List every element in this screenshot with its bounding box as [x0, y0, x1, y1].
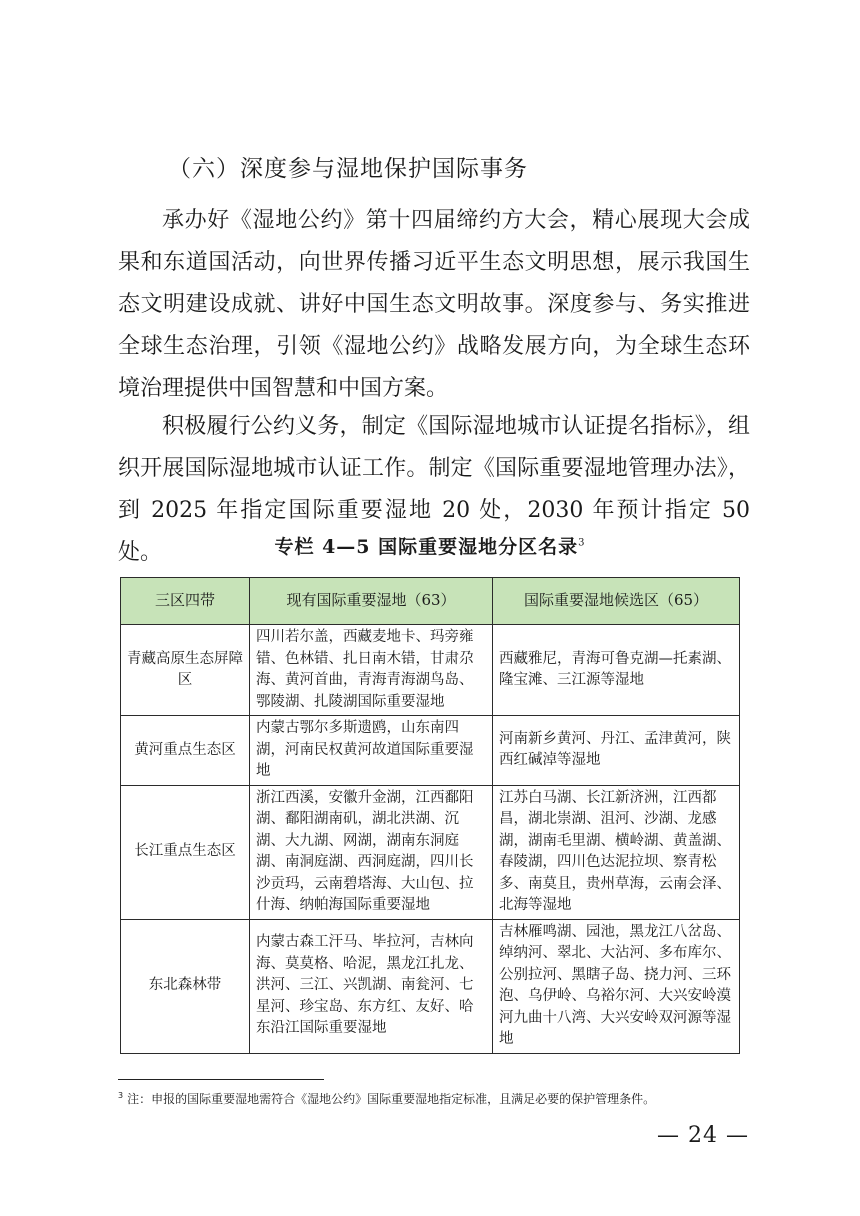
table-row [121, 716, 740, 786]
candidate-cell: 西藏雅尼，青海可鲁克湖—托素湖、隆宝滩、三江源等湿地 [493, 625, 740, 716]
footnote-text: 注：申报的国际重要湿地需符合《湿地公约》国际重要湿地指定标准，且满足必要的保护管理条件。 [127, 1092, 656, 1106]
zone-cell: 长江重点生态区 [121, 785, 250, 919]
table-row [121, 919, 740, 1053]
footnote [118, 1090, 655, 1107]
zone-cell: 黄河重点生态区 [121, 716, 250, 786]
header-existing: 现有国际重要湿地（63） [250, 578, 493, 625]
table-caption-note-ref: 3 [578, 537, 586, 549]
table-row [121, 785, 740, 919]
footnote-marker: 3 [118, 1091, 124, 1100]
candidate-cell: 江苏白马湖、长江新济洲，江西都昌，湖北崇湖、沮河、沙湖、龙感湖，湖南毛里湖、横岭湖、黄盖湖、春陵湖，四川色达泥拉坝、察青松多、南莫且，贵州草海，云南会泽、北海等湿地 [493, 785, 740, 919]
existing-cell: 内蒙古鄂尔多斯遗鸥，山东南四湖，河南民权黄河故道国际重要湿地 [250, 716, 493, 786]
existing-cell: 浙江西溪，安徽升金湖，江西鄱阳湖、鄱阳湖南矶，湖北洪湖、沉湖、大九湖、网湖，湖南东洞庭湖、南洞庭湖、西洞庭湖，四川长沙贡玛，云南碧塔海、大山包、拉什海、纳帕海国际重要湿地 [250, 785, 493, 919]
existing-cell: 四川若尔盖，西藏麦地卡、玛旁雍错、色林错、扎日南木错，甘肃尕海、黄河首曲，青海青海湖鸟岛、鄂陵湖、扎陵湖国际重要湿地 [250, 625, 493, 716]
table-row [121, 625, 740, 716]
page-number: — 24 — [657, 1123, 749, 1148]
candidate-cell: 河南新乡黄河、丹江、孟津黄河，陕西红碱淖等湿地 [493, 716, 740, 786]
table-caption-text: 专栏 4—5 国际重要湿地分区名录 [274, 536, 579, 558]
paragraph-1: 承办好《湿地公约》第十四届缔约方大会，精心展现大会成果和东道国活动，向世界传播习近平生态文明思想，展示我国生态文明建设成就、讲好中国生态文明故事。深度参与、务实推进全球生态治理，引领《湿地公约》战略发展方向，为全球生态环境治理提供中国智慧和中国方案。 [118, 208, 750, 401]
candidate-cell: 吉林雁鸣湖、园池，黑龙江八岔岛、绰纳河、翠北、大沾河、多布库尔、公别拉河、黑瞎子岛、挠力河、三环泡、乌伊岭、乌裕尔河、大兴安岭漠河九曲十八湾、大兴安岭双河源等湿地 [493, 919, 740, 1053]
section-heading: （六）深度参与湿地保护国际事务 [168, 156, 528, 182]
table-header-row [121, 578, 740, 625]
footnote-divider [118, 1079, 324, 1080]
header-zone: 三区四带 [121, 578, 250, 625]
header-candidate: 国际重要湿地候选区（65） [493, 578, 740, 625]
existing-cell: 内蒙古森工汗马、毕拉河，吉林向海、莫莫格、哈泥，黑龙江扎龙、洪河、三江、兴凯湖、南瓮河、七星河、珍宝岛、东方红、友好、哈东沿江国际重要湿地 [250, 919, 493, 1053]
wetland-table [120, 577, 740, 1054]
zone-cell: 东北森林带 [121, 919, 250, 1053]
paragraph-2: 积极履行公约义务，制定《国际湿地城市认证提名指标》，组织开展国际湿地城市认证工作。制定《国际重要湿地管理办法》，到 2025 年指定国际重要湿地 20 处，2030 年预计指定 50 处。 [118, 414, 750, 565]
zone-cell: 青藏高原生态屏障区 [121, 625, 250, 716]
table-caption [0, 532, 860, 559]
